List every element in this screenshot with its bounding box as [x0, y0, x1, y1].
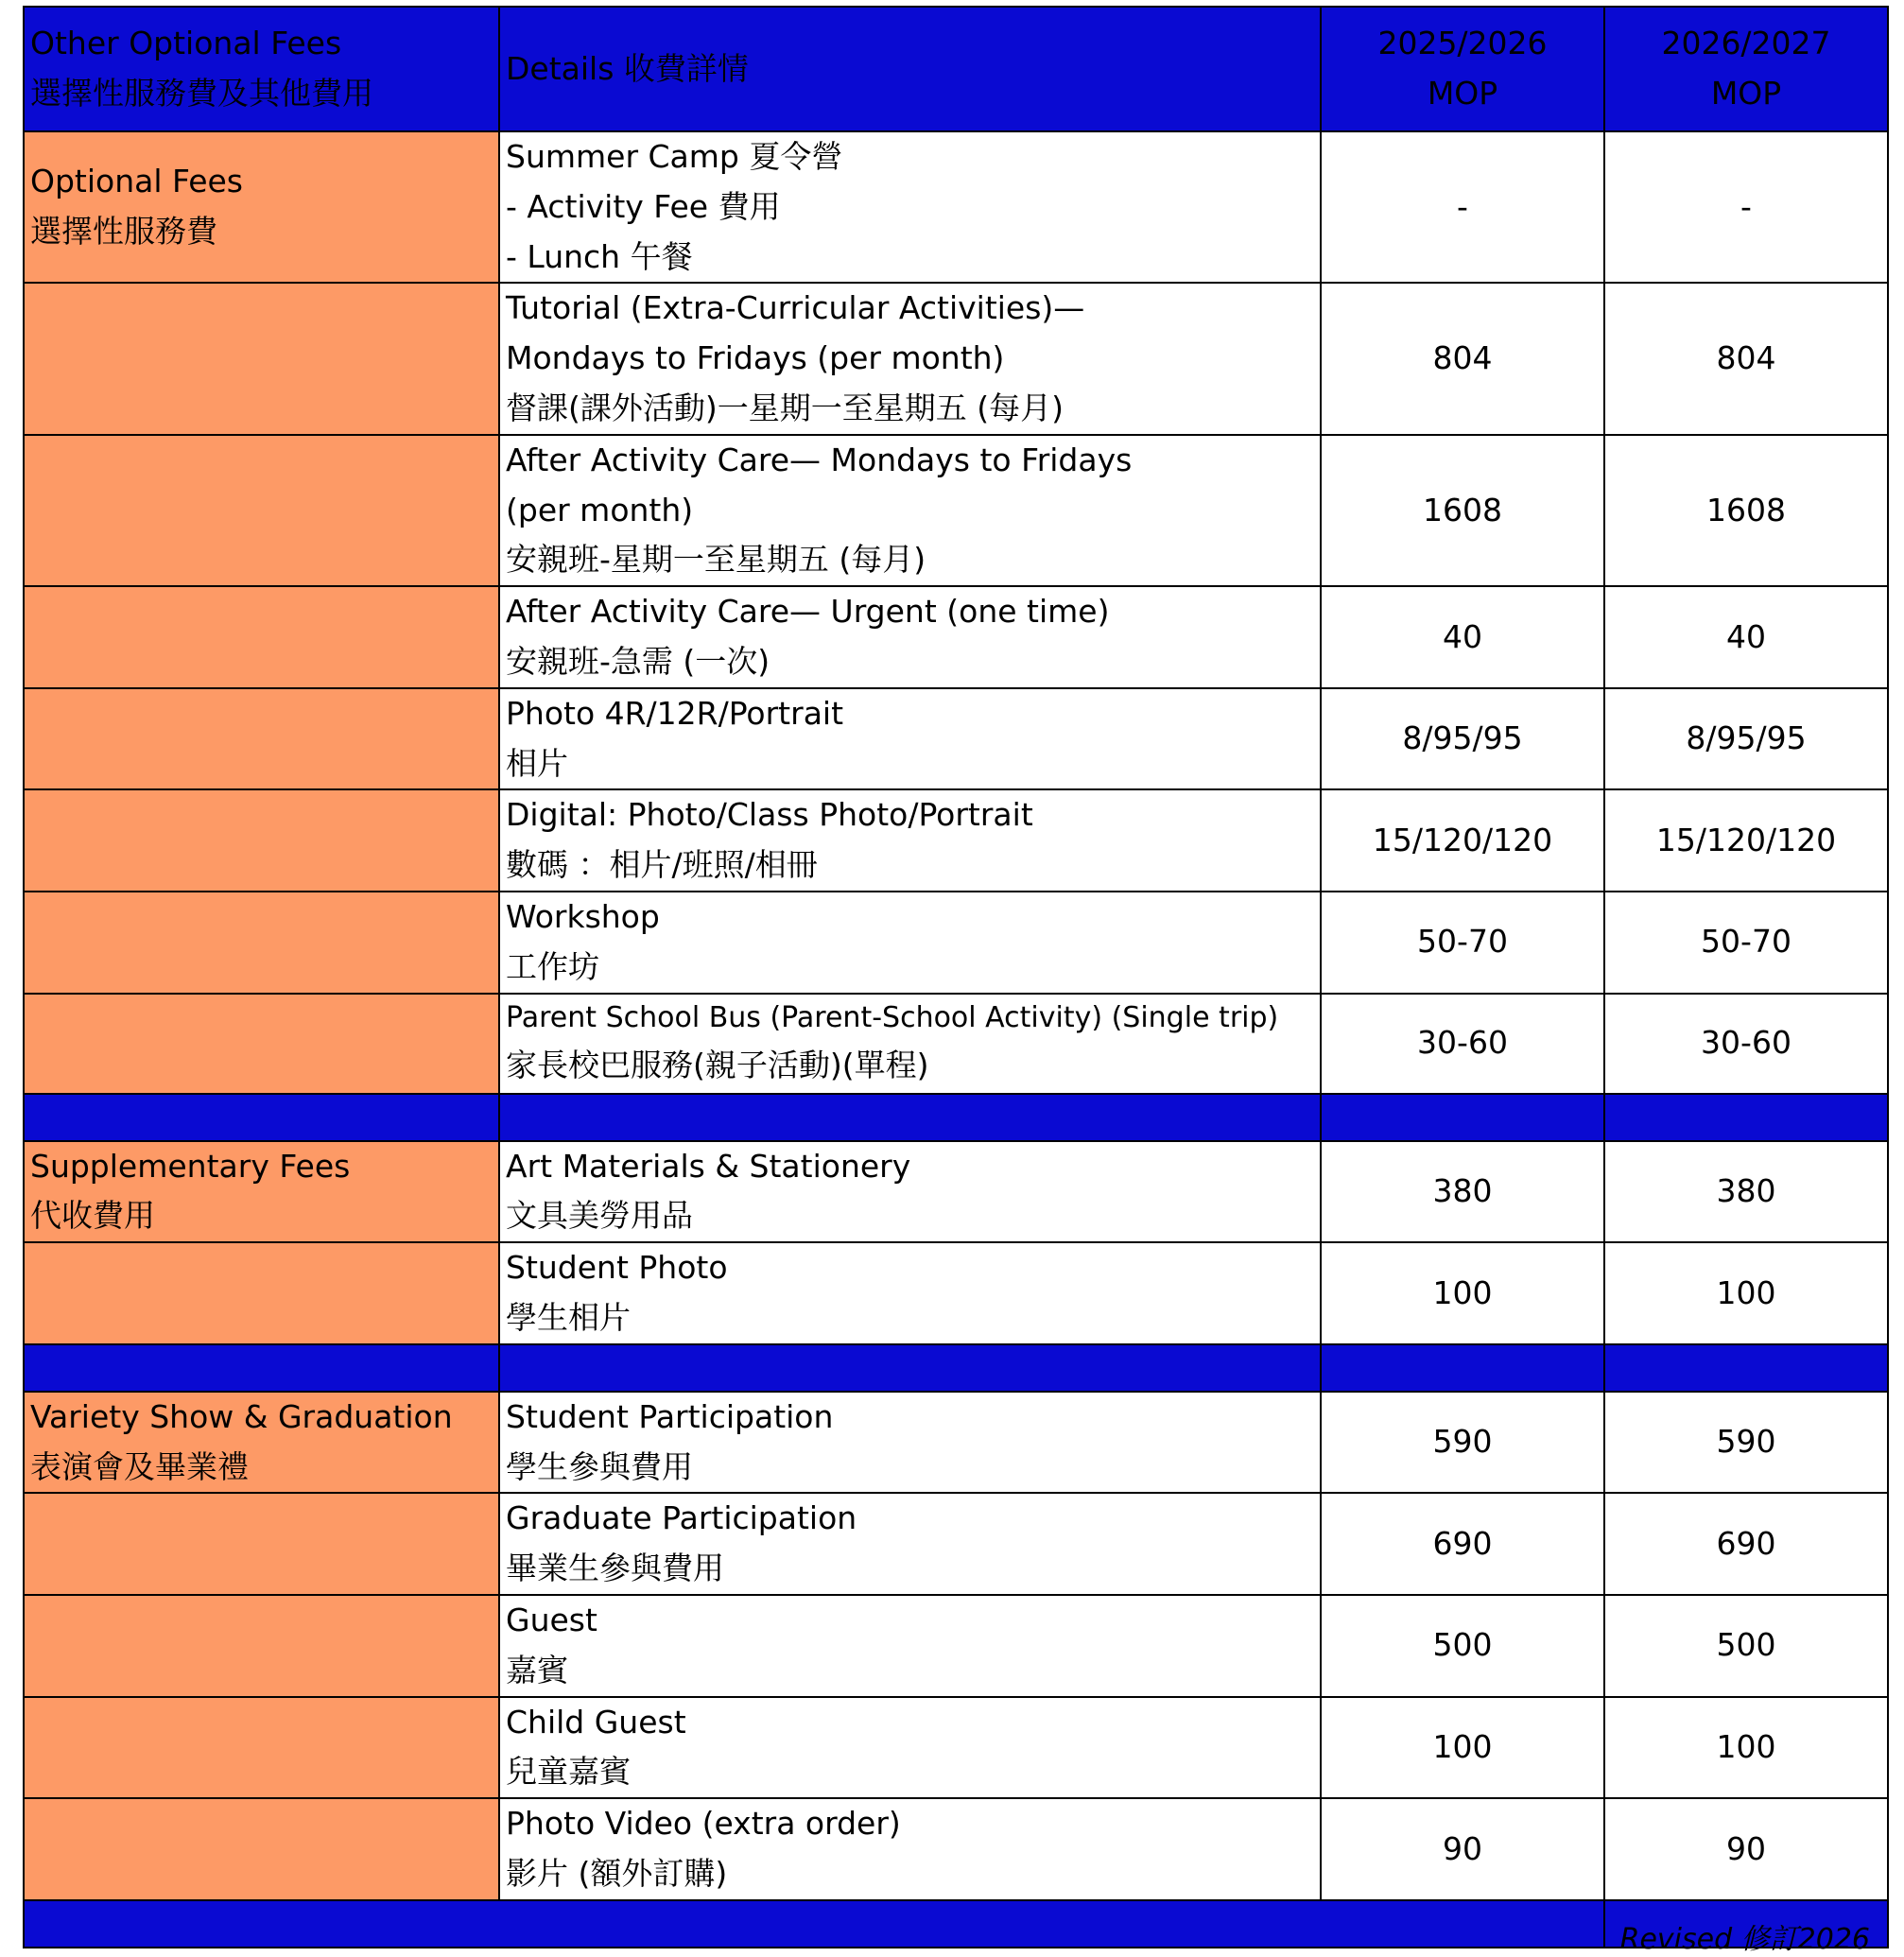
value-2026: 30-60	[1604, 994, 1888, 1094]
revised-note: Revised 修訂2026	[1619, 1923, 1870, 1956]
table-row	[24, 1392, 1888, 1494]
value-2025: 804	[1321, 283, 1604, 434]
value-2026: 100	[1604, 1697, 1888, 1799]
value-2025: 15/120/120	[1321, 789, 1604, 892]
value-2026: 500	[1604, 1595, 1888, 1697]
value-2026: 804	[1604, 283, 1888, 434]
separator-cell	[1604, 1094, 1888, 1141]
table-row	[24, 283, 1888, 434]
value-2026: -	[1604, 131, 1888, 283]
details-line: Parent School Bus (Parent-School Activity) (Single trip)	[506, 1001, 1279, 1035]
details-line: Mondays to Fridays (per month)	[506, 339, 1005, 377]
details-line: 相片	[506, 744, 568, 782]
value-2025: 100	[1321, 1242, 1604, 1344]
value-2025: 500	[1321, 1595, 1604, 1697]
value-2026: 15/120/120	[1604, 789, 1888, 892]
category-cell	[24, 283, 499, 434]
details-cell	[499, 1595, 1321, 1697]
category-label: 選擇性服務費	[30, 213, 217, 251]
details-line: 家長校巴服務(親子活動)(單程)	[506, 1047, 929, 1084]
details-cell	[499, 586, 1321, 688]
category-cell	[24, 688, 499, 790]
value-2026: 100	[1604, 1242, 1888, 1344]
details-line: Art Materials & Stationery	[506, 1147, 911, 1185]
separator-cell	[24, 1094, 499, 1141]
table-row	[24, 688, 1888, 790]
details-line: (per month)	[506, 491, 694, 528]
details-line: Photo 4R/12R/Portrait	[506, 694, 844, 732]
details-line: 督課(課外活動)一星期一至星期五 (每月)	[506, 389, 1064, 426]
details-cell	[499, 688, 1321, 790]
table-row	[24, 1697, 1888, 1799]
value-2026: 380	[1604, 1141, 1888, 1243]
value-2026: 1608	[1604, 435, 1888, 586]
details-line: 兒童嘉賓	[506, 1753, 631, 1791]
category-cell	[24, 1392, 499, 1494]
separator-cell	[499, 1344, 1321, 1392]
value-2025: 90	[1321, 1798, 1604, 1900]
category-cell	[24, 586, 499, 688]
details-line: Tutorial (Extra-Curricular Activities)—	[506, 289, 1085, 327]
details-line: - Activity Fee 費用	[506, 187, 781, 225]
header-year-2026	[1604, 7, 1888, 131]
category-label: Optional Fees	[30, 163, 243, 200]
details-line: Graduate Participation	[506, 1499, 857, 1537]
details-line: - Lunch 午餐	[506, 237, 693, 275]
separator-cell	[1321, 1344, 1604, 1392]
separator-row	[24, 1900, 1888, 1948]
header-year-2025-label: 2025/2026	[1377, 25, 1548, 62]
category-cell	[24, 789, 499, 892]
separator-cell	[1604, 1344, 1888, 1392]
details-line: Workshop	[506, 897, 660, 935]
value-2025: 100	[1321, 1697, 1604, 1799]
category-cell	[24, 1697, 499, 1799]
category-cell	[24, 892, 499, 994]
header-category	[24, 7, 499, 131]
value-2026: 90	[1604, 1798, 1888, 1900]
category-cell	[24, 131, 499, 283]
details-cell	[499, 1493, 1321, 1595]
details-cell	[499, 1697, 1321, 1799]
header-details-label: Details 收費詳情	[506, 49, 749, 87]
value-2026: 590	[1604, 1392, 1888, 1494]
separator-cell	[24, 1900, 1604, 1948]
details-line: Student Photo	[506, 1249, 728, 1287]
category-cell	[24, 435, 499, 586]
table-row	[24, 1595, 1888, 1697]
separator-cell	[24, 1344, 499, 1392]
details-cell	[499, 789, 1321, 892]
category-label: 代收費用	[30, 1197, 155, 1235]
category-cell	[24, 1595, 499, 1697]
details-line: 學生相片	[506, 1298, 631, 1336]
value-2026: 8/95/95	[1604, 688, 1888, 790]
details-cell	[499, 1392, 1321, 1494]
details-line: Child Guest	[506, 1703, 686, 1741]
fees-table	[23, 6, 1889, 1948]
header-category-en: Other Optional Fees	[30, 25, 342, 62]
table-row	[24, 994, 1888, 1094]
details-line: 數碼 ：相片/班照/相冊	[506, 846, 818, 884]
details-line: Guest	[506, 1601, 597, 1638]
category-cell	[24, 1242, 499, 1344]
details-cell	[499, 1798, 1321, 1900]
table-row	[24, 1141, 1888, 1243]
details-line: After Activity Care— Urgent (one time)	[506, 593, 1110, 631]
details-line: 學生參與費用	[506, 1447, 693, 1485]
header-year-2026-currency: MOP	[1710, 75, 1782, 112]
table-row	[24, 131, 1888, 283]
category-cell	[24, 994, 499, 1094]
table-row	[24, 435, 1888, 586]
header-year-2026-label: 2026/2027	[1661, 25, 1831, 62]
details-line: 嘉賓	[506, 1651, 568, 1689]
value-2026: 50-70	[1604, 892, 1888, 994]
value-2025: -	[1321, 131, 1604, 283]
category-cell	[24, 1493, 499, 1595]
value-2025: 40	[1321, 586, 1604, 688]
details-cell	[499, 1242, 1321, 1344]
table-row	[24, 789, 1888, 892]
separator-row	[24, 1344, 1888, 1392]
header-year-2025-currency: MOP	[1427, 75, 1498, 112]
details-line: 工作坊	[506, 947, 599, 985]
value-2025: 30-60	[1321, 994, 1604, 1094]
details-cell	[499, 1141, 1321, 1243]
header-row	[24, 7, 1888, 131]
value-2025: 50-70	[1321, 892, 1604, 994]
category-label: Supplementary Fees	[30, 1147, 351, 1185]
category-label: 表演會及畢業禮	[30, 1447, 249, 1485]
separator-cell	[1321, 1094, 1604, 1141]
value-2025: 8/95/95	[1321, 688, 1604, 790]
table-row	[24, 1242, 1888, 1344]
details-line: Summer Camp 夏令營	[506, 138, 843, 175]
table-row	[24, 1493, 1888, 1595]
details-line: 安親班-星期一至星期五 (每月)	[506, 541, 926, 579]
details-cell	[499, 435, 1321, 586]
details-cell	[499, 131, 1321, 283]
category-cell	[24, 1141, 499, 1243]
details-line: Photo Video (extra order)	[506, 1805, 901, 1843]
details-line: Student Participation	[506, 1397, 834, 1435]
table-row	[24, 1798, 1888, 1900]
table-row	[24, 586, 1888, 688]
header-category-zh: 選擇性服務費及其他費用	[30, 75, 373, 112]
separator-row	[24, 1094, 1888, 1141]
details-line: 文具美勞用品	[506, 1197, 693, 1235]
category-label: Variety Show & Graduation	[30, 1397, 453, 1435]
details-line: 安親班-急需 (一次)	[506, 642, 770, 680]
table-row	[24, 892, 1888, 994]
details-line: Digital: Photo/Class Photo/Portrait	[506, 796, 1033, 834]
separator-cell	[499, 1094, 1321, 1141]
details-line: 影片 (額外訂購)	[506, 1854, 728, 1892]
details-cell	[499, 283, 1321, 434]
value-2026: 40	[1604, 586, 1888, 688]
details-cell	[499, 994, 1321, 1094]
details-line: After Activity Care— Mondays to Fridays	[506, 441, 1133, 478]
value-2026: 690	[1604, 1493, 1888, 1595]
value-2025: 1608	[1321, 435, 1604, 586]
header-year-2025	[1321, 7, 1604, 131]
details-line: 畢業生參與費用	[506, 1550, 724, 1587]
header-details	[499, 7, 1321, 131]
value-2025: 380	[1321, 1141, 1604, 1243]
category-cell	[24, 1798, 499, 1900]
details-cell	[499, 892, 1321, 994]
value-2025: 690	[1321, 1493, 1604, 1595]
value-2025: 590	[1321, 1392, 1604, 1494]
